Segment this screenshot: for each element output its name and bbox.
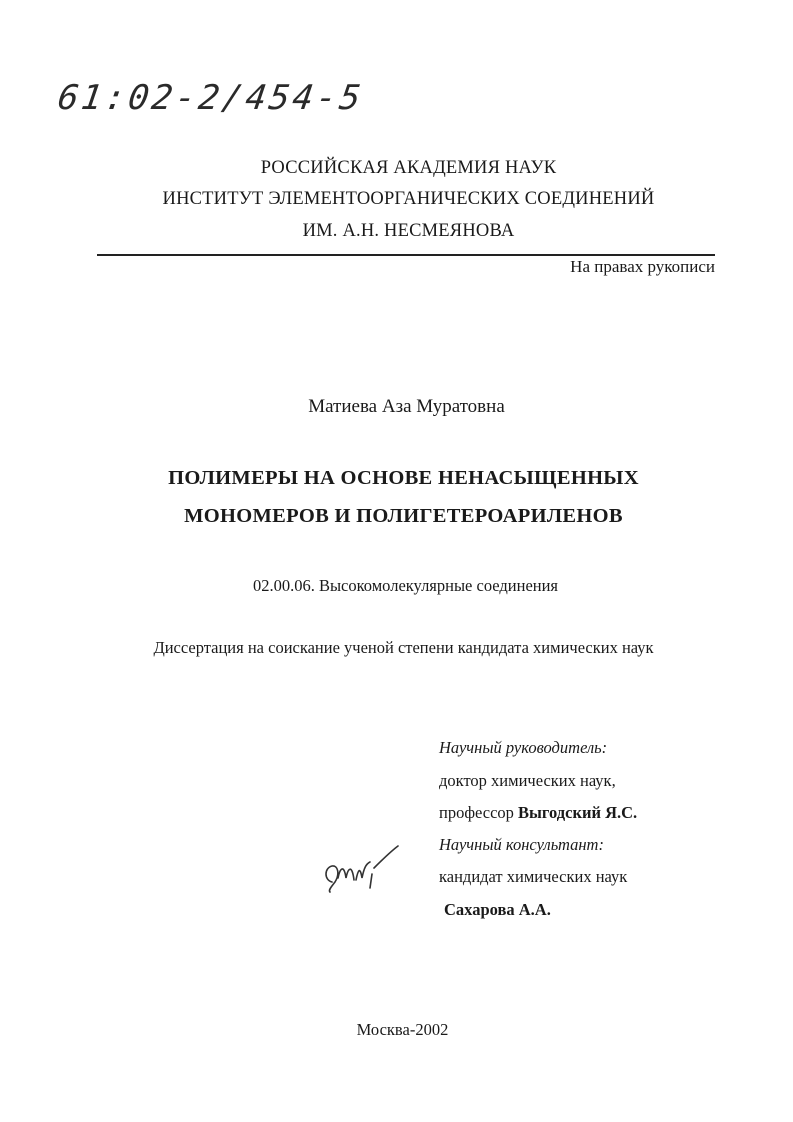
supervisor-label: Научный руководитель:	[439, 738, 608, 757]
header-divider	[97, 254, 715, 256]
institution-line-2: ИНСТИТУТ ЭЛЕМЕНТООРГАНИЧЕСКИХ СОЕДИНЕНИЙ	[162, 189, 655, 209]
handwritten-signature	[318, 838, 402, 898]
institution-line-3: ИМ. А.Н. НЕСМЕЯНОВА	[302, 221, 515, 241]
specialty-code: 02.00.06. Высокомолекулярные соединения	[252, 576, 559, 595]
thesis-title-line-2: МОНОМЕРОВ И ПОЛИГЕТЕРОАРИЛЕНОВ	[184, 505, 623, 527]
city-year: Москва-2002	[356, 1020, 449, 1039]
institution-line-1: РОССИЙСКАЯ АКАДЕМИЯ НАУК	[260, 158, 557, 178]
consultant-label: Научный консультант:	[439, 835, 604, 854]
manuscript-note: На правах рукописи	[570, 257, 715, 276]
consultant-name: Сахарова А.А.	[444, 900, 551, 919]
supervisor-title: доктор химических наук,	[439, 771, 616, 790]
supervisor-name: Выгодский Я.С.	[518, 803, 638, 822]
degree-statement: Диссертация на соискание ученой степени кандидата химических наук	[153, 638, 654, 657]
consultant-title: кандидат химических наук	[439, 867, 628, 886]
author-name: Матиева Аза Муратовна	[308, 396, 505, 417]
supervisor-position-name	[439, 803, 637, 823]
archive-code: 61:02-2/454-5	[55, 78, 366, 118]
thesis-title-line-1: ПОЛИМЕРЫ НА ОСНОВЕ НЕНАСЫЩЕННЫХ	[168, 467, 639, 489]
supervisor-position: профессор	[439, 803, 514, 822]
